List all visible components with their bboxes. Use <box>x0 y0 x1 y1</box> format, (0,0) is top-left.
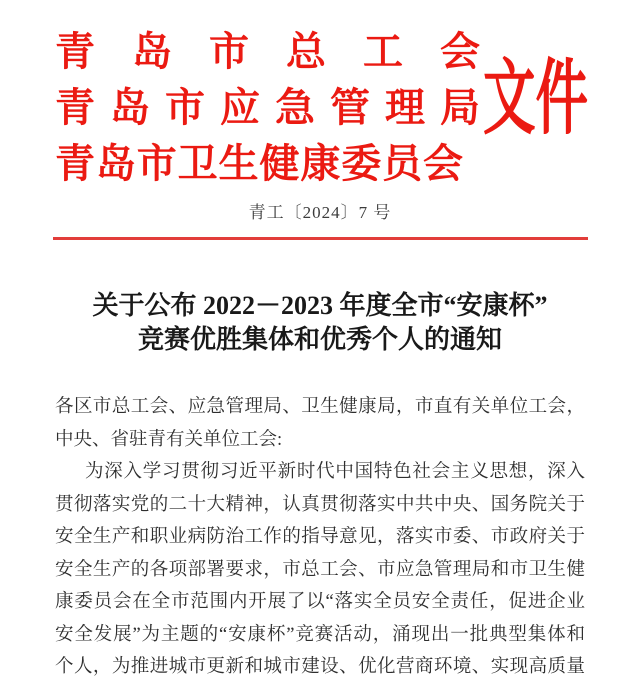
title-line-2: 竞赛优胜集体和优秀个人的通知 <box>137 325 502 354</box>
body-line-5: 安全生产和职业病防治工作的指导意见，落实市委、市政府关于 <box>55 527 585 547</box>
red-separator-line <box>53 237 588 240</box>
letterhead <box>55 24 588 192</box>
document-word-label: 文件 <box>483 53 588 144</box>
body-line-3: 为深入学习贯彻习近平新时代中国特色社会主义思想，深入 <box>85 462 585 482</box>
body-line-8: 安全发展”为主题的“安康杯”竞赛活动，涌现出一批典型集体和 <box>55 624 585 645</box>
body-line-1: 各区市总工会、应急管理局、卫生健康局，市直有关单位工会， <box>55 397 585 417</box>
document-title <box>55 289 585 357</box>
body-line-2: 中央、省驻青有关单位工会: <box>55 429 283 450</box>
document-body <box>55 391 585 684</box>
body-line-9: 个人，为推进城市更新和城市建设、优化营商环境、实现高质量 <box>55 657 585 677</box>
body-line-4: 贯彻落实党的二十大精神，认真贯彻落实中共中央、国务院关于 <box>55 494 585 515</box>
issuing-agencies <box>55 24 480 192</box>
title-line-1: 关于公布 2022－2023 年度全市“安康杯” <box>92 291 548 320</box>
org-name-line-3: 青岛市卫生健康委员会 <box>55 141 463 186</box>
org-name-line-2: 青岛市应急管理局 <box>55 85 480 130</box>
org-name-line-1: 青岛市总工会 <box>55 29 480 74</box>
body-line-6: 安全生产的各项部署要求，市总工会、市应急管理局和市卫生健 <box>55 559 585 580</box>
document-number: 青工〔2024〕7 号 <box>248 203 392 222</box>
body-line-7: 康委员会在全市范围内开展了以“落实全员安全责任，促进企业 <box>55 592 585 612</box>
